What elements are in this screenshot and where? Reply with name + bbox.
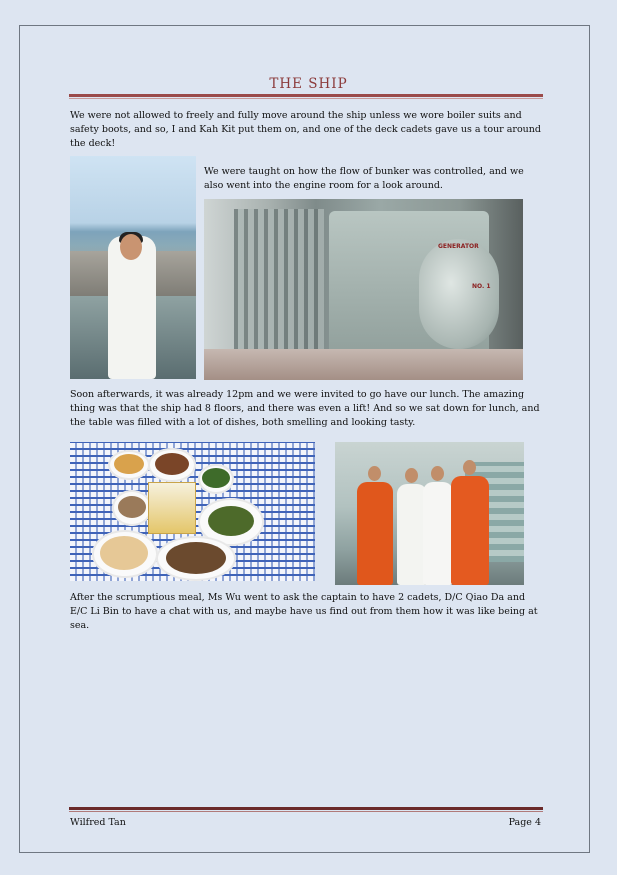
- footer-page-number: Page 4: [508, 817, 541, 828]
- photo-engine-room: [204, 199, 523, 380]
- paragraph-bunker: We were taught on how the flow of bunker was controlled, and we also went into the engine room for a look around.: [204, 166, 524, 191]
- paragraph-lunch: Soon afterwards, it was already 12pm and we were invited to go have our lunch. The amazing thing was that the ship had 8 floors, and there was even a lift! And so we sat down for lunch, and the table was filled with a lot of dishes, both smelling and looking tasty.: [70, 389, 540, 428]
- footer-rule: [69, 807, 543, 810]
- page-title: THE SHIP: [269, 76, 348, 92]
- title-rule-thin: [69, 98, 543, 99]
- generator-label: GENERATOR: [438, 243, 479, 250]
- paragraph-after: After the scrumptious meal, Ms Wu went to ask the captain to have 2 cadets, D/C Qiao Da and E/C Li Bin to have a chat with us, and maybe have us find out from them how it was like being at sea.: [70, 592, 538, 631]
- photo-lunch-table: [70, 442, 315, 581]
- title-rule: [69, 94, 543, 97]
- footer-author: Wilfred Tan: [70, 817, 126, 828]
- photo-cadet-on-deck: [70, 156, 196, 379]
- footer-rule-thin: [69, 811, 543, 812]
- generator-number: NO. 1: [472, 283, 491, 290]
- photo-group-cadets: [335, 442, 524, 585]
- paragraph-intro: We were not allowed to freely and fully move around the ship unless we wore boiler suits and safety boots, and so, I and Kah Kit put them on, and one of the deck cadets gave us a tour around the deck!: [70, 110, 541, 149]
